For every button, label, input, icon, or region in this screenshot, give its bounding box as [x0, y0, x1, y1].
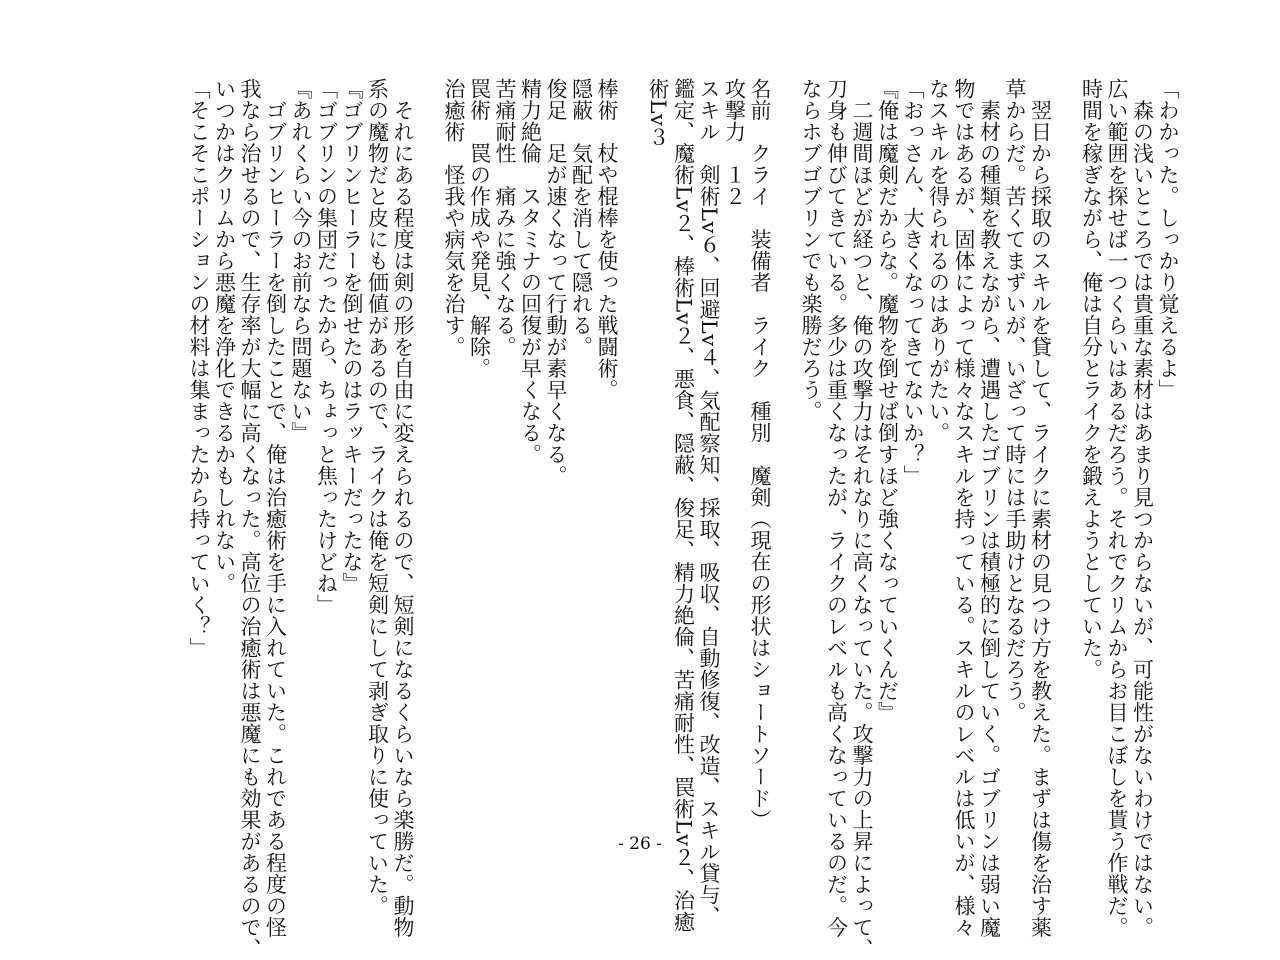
- text-line: 「そこそこポーションの材料は集まったから持っていく？」: [187, 78, 211, 659]
- paragraph-gap: [415, 78, 441, 778]
- text-line: 『俺は魔剣だからな。魔物を倒せば倒すほど強くなっていくんだ』: [875, 78, 900, 723]
- text-line: それにある程度は剣の形を自由に変えられるので、短剣になるくらいなら楽勝だ。動物: [391, 78, 415, 938]
- text-line: 「わかった。しっかり覚えるよ」: [1156, 78, 1180, 401]
- text-line: ならホブゴブリンでも楽勝だろう。: [799, 78, 823, 422]
- text-line: なスキルを得られるのはありがたい。: [926, 78, 951, 444]
- text-line: 名前 クライ 装備者 ライク 種別 魔剣（現在の形状はショートソード）: [748, 78, 772, 831]
- text-line: 物ではあるが、固体によって様々なスキルを持っている。スキルのレベルは低いが、様々: [952, 78, 976, 938]
- paragraph-gap: [1053, 78, 1079, 778]
- text-line: 翌日から採取のスキルを貸して、ライクに素材の見つけ方を教えた。まずは傷を治す薬: [1028, 78, 1053, 938]
- text-line: 苦痛耐性 痛みに強くなる。: [493, 78, 517, 358]
- text-line: 治癒術 怪我や病気を治す。: [442, 78, 466, 358]
- text-line: 棒術 杖や棍棒を使った戦闘術。: [595, 78, 619, 401]
- text-line: 罠術 罠の作成や発見、解除。: [467, 78, 492, 379]
- text-line: 『あれくらい今のお前なら問題ない』: [289, 78, 313, 444]
- text-line: いつかはクリムから悪魔を浄化できるかもしれない。: [212, 78, 237, 594]
- paragraph-gap: [772, 78, 798, 778]
- page-number: - 26 -: [618, 834, 662, 854]
- paragraph-gap: [619, 78, 645, 778]
- text-line: 時間を稼ぎながら、俺は自分とライクを鍛えようとしていた。: [1079, 78, 1104, 680]
- text-line: 二週間ほどが経つと、俺の攻撃力はそれなりに高くなっていた。攻撃力の上昇によって、: [850, 78, 874, 960]
- text-line: 鑑定、魔術Lv２、棒術Lv２、悪食、隠蔽、俊足、精力絶倫、苦痛耐性、罠術Lv２、治癒: [671, 78, 696, 933]
- text-line: 俊足 足が速くなって行動が素早くなる。: [544, 78, 568, 487]
- text-line: 精力絶倫 スタミナの回復が早くなる。: [518, 78, 543, 465]
- text-line: 系の魔物だと皮にも価値があるので、ライクは俺を短剣にして剥ぎ取りに使っていた。: [365, 78, 390, 917]
- text-line: 広い範囲を探せば一つくらいはあるだろう。それでクリムからお目こぼしを貰う作戦だ。: [1105, 78, 1129, 938]
- text-line: 素材の種類を教えながら、遭遇したゴブリンは積極的に倒していく。ゴブリンは弱い魔: [977, 78, 1002, 938]
- text-line: 刀身も伸びてきている。多少は重くなったが、ライクのレベルも高くなっているのだ。今: [824, 78, 849, 938]
- text-line: 森の浅いところでは貴重な素材はあまり見つからないが、可能性がないわけではない。: [1130, 78, 1155, 938]
- text-line: 我なら治せるので、生存率が大幅に高くなった。高位の治癒術は悪魔にも効果があるので、: [238, 78, 262, 960]
- text-line: スキル 剣術Lv６、回避Lv４、気配察知、採取、吸収、自動修復、改造、スキル貸与、: [697, 78, 721, 928]
- text-line: 術Lv３: [646, 78, 670, 148]
- text-line: 『ゴブリンヒーラーを倒せたのはラッキーだったな』: [340, 78, 364, 594]
- text-line: 隠蔽 気配を消して隠れる。: [569, 78, 594, 358]
- text-line: 「ゴブリンの集団だったから、ちょっと焦ったけどね」: [314, 78, 339, 616]
- text-line: 「おっさん、大きくなってきてないか？」: [901, 78, 925, 487]
- text-line: 攻撃力 １２: [722, 78, 747, 207]
- text-line: ゴブリンヒーラーを倒したことで、俺は治癒術を手に入れていた。これである程度の怪: [263, 78, 288, 938]
- text-line: 草からだ。苦くてまずいが、いざって時には手助けとなるだろう。: [1003, 78, 1027, 723]
